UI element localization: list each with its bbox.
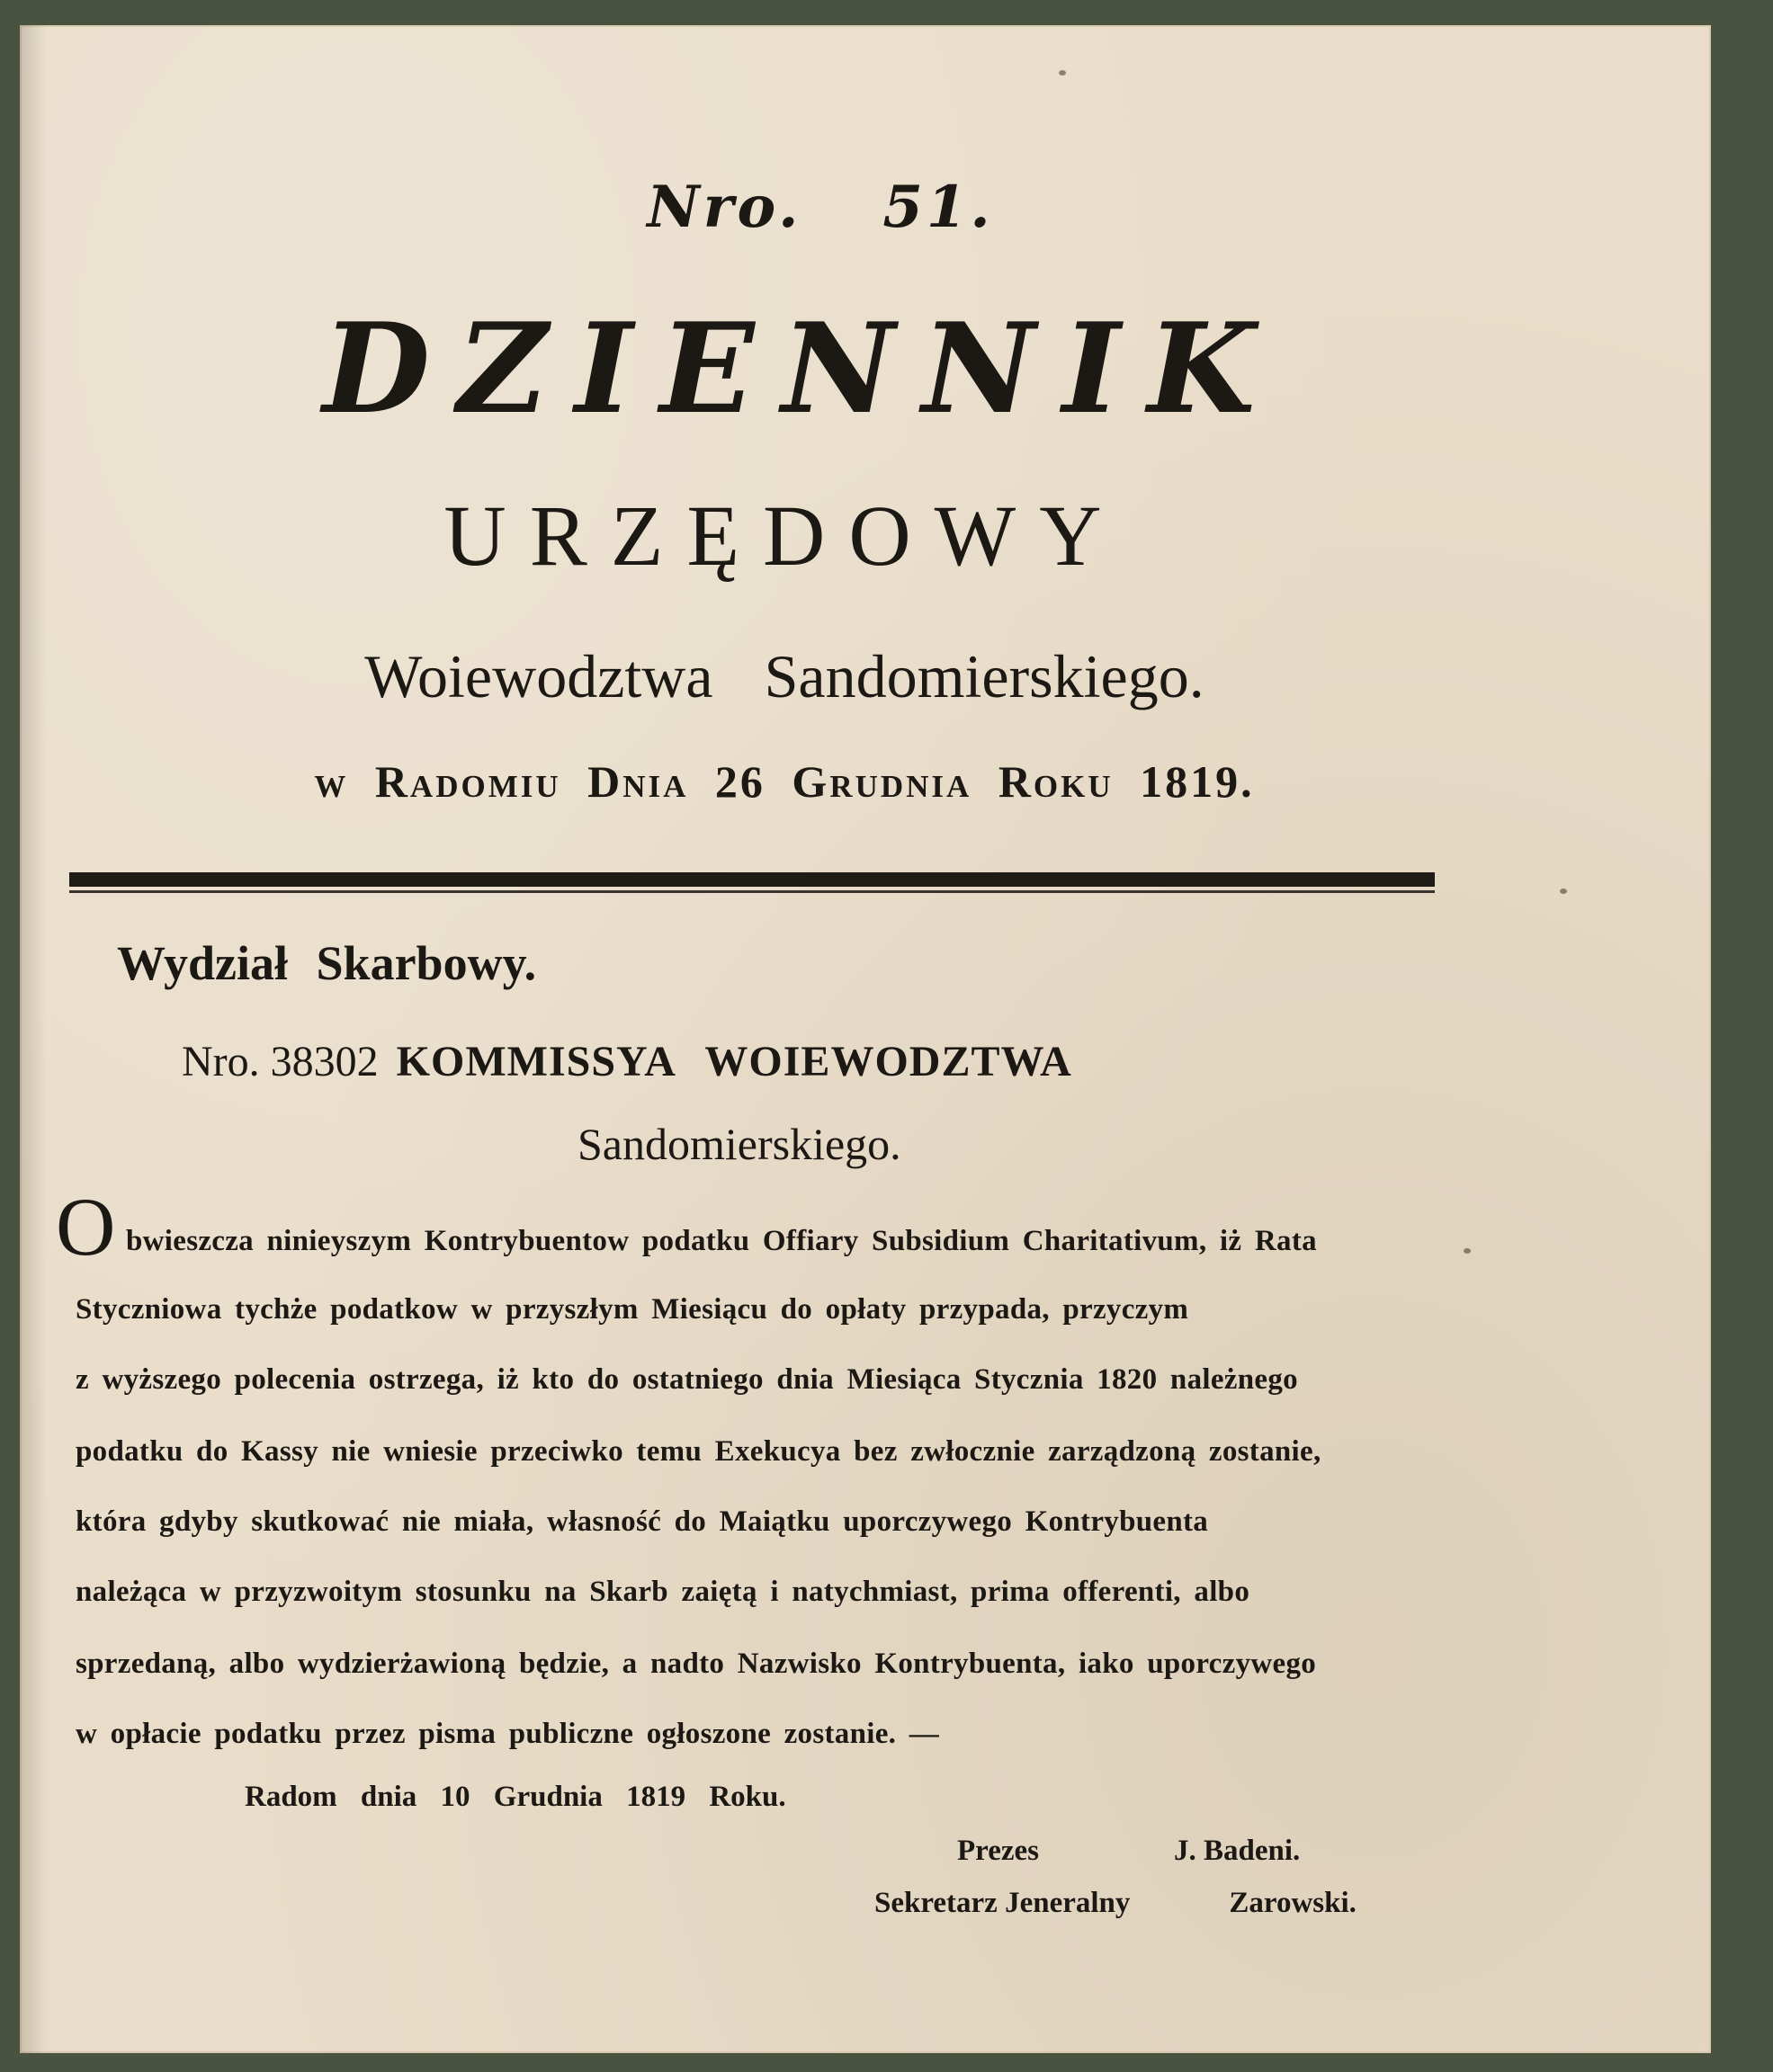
issue-prefix: Nro.: [647, 174, 802, 241]
notice-heading: [182, 1037, 1072, 1086]
section-heading: Wydział Skarbowy.: [117, 936, 537, 990]
notice-number: Nro. 38302: [182, 1038, 379, 1085]
issue-number-line: [92, 174, 1549, 241]
secretary-name: Zarowski.: [1229, 1887, 1357, 1919]
notice-line: podatku do Kassy nie wniesie przeciwko temu Exekucya bez zwłocznie zarządzoną zostanie,: [76, 1435, 1321, 1468]
notice-issuer-sub: Sandomierskiego.: [578, 1119, 901, 1169]
masthead-subtitle: URZĘDOWY: [443, 487, 1125, 584]
masthead-dateline: w Radomiu Dnia 26 Grudnia Roku 1819.: [314, 756, 1255, 807]
header-rule-thin: [69, 890, 1435, 893]
notice-line: Styczniowa tychże podatkow w przyszłym Miesiącu do opłaty przypada, przyczym: [76, 1293, 1189, 1326]
header-rule: [69, 872, 1435, 887]
paper-fleck: [1464, 1248, 1471, 1254]
president-label: Prezes: [957, 1835, 1039, 1867]
masthead-title: DZIENNIK: [322, 295, 1283, 442]
notice-line: która gdyby skutkować nie miała, własność do Maiątku uporczywego Kontrybuenta: [76, 1505, 1209, 1538]
notice-issuer: KOMMISSYA WOIEWODZTWA: [396, 1038, 1072, 1085]
secretary-label: Sekretarz Jeneralny: [874, 1887, 1131, 1919]
president-name: J. Badeni.: [1174, 1835, 1301, 1867]
notice-line: w opłacie podatku przez pisma publiczne ogłoszone zostanie. —: [76, 1718, 940, 1750]
notice-date: Radom dnia 10 Grudnia 1819 Roku.: [245, 1781, 786, 1813]
masthead-region: Woiewodztwa Sandomierskiego.: [364, 642, 1204, 710]
notice-line: sprzedaną, albo wydzierżawioną będzie, a nadto Nazwisko Kontrybuenta, iako uporczywego: [76, 1648, 1317, 1680]
issue-number: 51.: [882, 174, 994, 241]
page-binding-shadow: [20, 25, 47, 2053]
paper-fleck: [1560, 889, 1567, 894]
signature-secretary: [874, 1887, 1357, 1920]
newspaper-page: [20, 25, 1711, 2053]
paper-fleck: [1059, 70, 1066, 76]
drop-cap: O: [56, 1181, 116, 1273]
notice-line: bwieszcza ninieyszym Kontrybuentow podatku Offiary Subsidium Charitativum, iż Rata: [126, 1225, 1317, 1257]
signature-president: [957, 1835, 1300, 1868]
notice-line: z wyższego polecenia ostrzega, iż kto do ostatniego dnia Miesiąca Stycznia 1820 należnego: [76, 1363, 1298, 1396]
notice-line: należąca w przyzwoitym stosunku na Skarb zaiętą i natychmiast, prima offerenti, albo: [76, 1576, 1250, 1608]
